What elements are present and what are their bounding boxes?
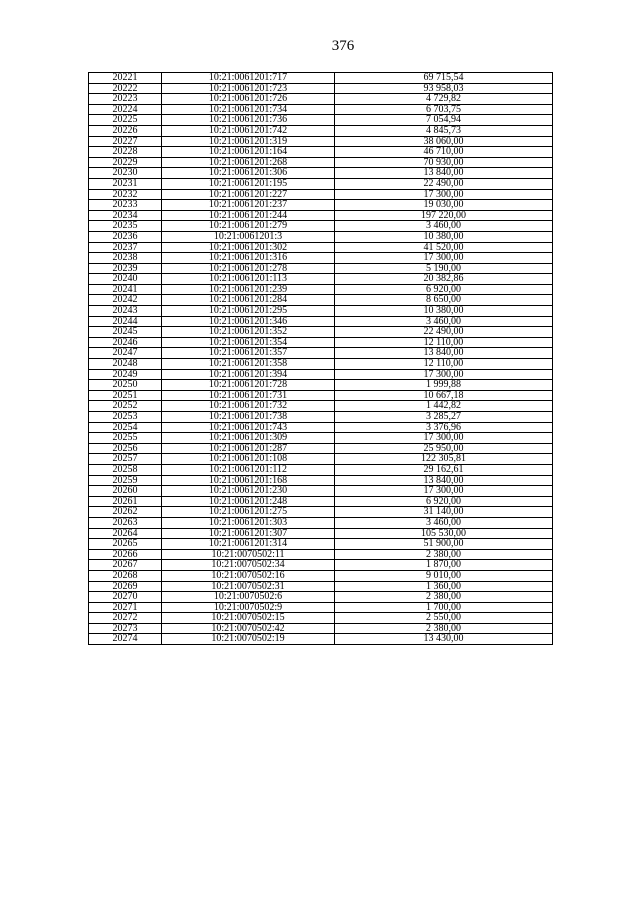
cadastral-value-cell: 3 460,00 [335, 517, 553, 528]
cadastral-value-cell: 17 300,00 [335, 189, 553, 200]
table-row [89, 337, 553, 348]
cadastral-number-cell: 10:21:0061201:352 [162, 327, 335, 338]
table-row [89, 464, 553, 475]
row-number-cell: 20234 [89, 210, 162, 221]
cadastral-value-cell: 2 380,00 [335, 549, 553, 560]
row-number-cell: 20233 [89, 200, 162, 211]
table-row [89, 147, 553, 158]
table-row [89, 486, 553, 497]
cadastral-number-cell: 10:21:0061201:354 [162, 337, 335, 348]
table-row [89, 517, 553, 528]
row-number-cell: 20249 [89, 369, 162, 380]
table-row [89, 306, 553, 317]
row-number-cell: 20253 [89, 412, 162, 423]
cadastral-value-cell: 3 460,00 [335, 316, 553, 327]
cadastral-value-cell: 10 667,18 [335, 390, 553, 401]
table-row [89, 274, 553, 285]
cadastral-number-cell: 10:21:0070502:34 [162, 560, 335, 571]
cadastral-value-cell: 13 840,00 [335, 168, 553, 179]
cadastral-number-cell: 10:21:0061201:732 [162, 401, 335, 412]
table-row [89, 359, 553, 370]
cadastral-number-cell: 10:21:0061201:306 [162, 168, 335, 179]
table-row [89, 401, 553, 412]
table-row [89, 390, 553, 401]
cadastral-value-cell: 3 460,00 [335, 221, 553, 232]
table-row [89, 284, 553, 295]
cadastral-number-cell: 10:21:0061201:723 [162, 83, 335, 94]
table-row [89, 136, 553, 147]
cadastral-value-cell: 22 490,00 [335, 327, 553, 338]
cadastral-number-cell: 10:21:0061201:742 [162, 125, 335, 136]
table-row [89, 83, 553, 94]
cadastral-number-cell: 10:21:0061201:346 [162, 316, 335, 327]
cadastral-number-cell: 10:21:0070502:6 [162, 592, 335, 603]
row-number-cell: 20269 [89, 581, 162, 592]
cadastral-number-cell: 10:21:0070502:11 [162, 549, 335, 560]
cadastral-value-cell: 3 376,96 [335, 422, 553, 433]
cadastral-number-cell: 10:21:0070502:15 [162, 613, 335, 624]
cadastral-number-cell: 10:21:0061201:284 [162, 295, 335, 306]
cadastral-value-cell: 20 382,86 [335, 274, 553, 285]
row-number-cell: 20243 [89, 306, 162, 317]
table-row [89, 73, 553, 84]
row-number-cell: 20224 [89, 104, 162, 115]
table-row [89, 380, 553, 391]
row-number-cell: 20261 [89, 496, 162, 507]
row-number-cell: 20257 [89, 454, 162, 465]
cadastral-value-cell: 8 650,00 [335, 295, 553, 306]
cadastral-value-cell: 1 442,82 [335, 401, 553, 412]
row-number-cell: 20252 [89, 401, 162, 412]
row-number-cell: 20223 [89, 94, 162, 105]
cadastral-value-cell: 19 030,00 [335, 200, 553, 211]
cadastral-value-cell: 25 950,00 [335, 443, 553, 454]
row-number-cell: 20266 [89, 549, 162, 560]
cadastral-value-cell: 41 520,00 [335, 242, 553, 253]
row-number-cell: 20231 [89, 178, 162, 189]
cadastral-number-cell: 10:21:0061201:736 [162, 115, 335, 126]
row-number-cell: 20262 [89, 507, 162, 518]
cadastral-value-cell: 6 703,75 [335, 104, 553, 115]
cadastral-value-cell: 17 300,00 [335, 253, 553, 264]
cadastral-number-cell: 10:21:0070502:19 [162, 634, 335, 645]
cadastral-number-cell: 10:21:0061201:728 [162, 380, 335, 391]
cadastral-value-cell: 197 220,00 [335, 210, 553, 221]
cadastral-number-cell: 10:21:0061201:717 [162, 73, 335, 84]
row-number-cell: 20226 [89, 125, 162, 136]
cadastral-number-cell: 10:21:0061201:358 [162, 359, 335, 370]
cadastral-number-cell: 10:21:0061201:295 [162, 306, 335, 317]
table-row [89, 327, 553, 338]
cadastral-number-cell: 10:21:0061201:244 [162, 210, 335, 221]
cadastral-value-cell: 1 870,00 [335, 560, 553, 571]
table-row [89, 104, 553, 115]
cadastral-value-cell: 4 729,82 [335, 94, 553, 105]
cadastral-value-cell: 13 840,00 [335, 475, 553, 486]
table-row [89, 189, 553, 200]
row-number-cell: 20230 [89, 168, 162, 179]
cadastral-value-cell: 5 190,00 [335, 263, 553, 274]
table-row [89, 94, 553, 105]
cadastral-number-cell: 10:21:0061201:279 [162, 221, 335, 232]
cadastral-number-cell: 10:21:0061201:303 [162, 517, 335, 528]
row-number-cell: 20248 [89, 359, 162, 370]
cadastral-number-cell: 10:21:0070502:16 [162, 570, 335, 581]
cadastral-number-cell: 10:21:0061201:309 [162, 433, 335, 444]
row-number-cell: 20267 [89, 560, 162, 571]
cadastral-number-cell: 10:21:0061201:108 [162, 454, 335, 465]
row-number-cell: 20250 [89, 380, 162, 391]
cadastral-number-cell: 10:21:0061201:164 [162, 147, 335, 158]
table-row [89, 253, 553, 264]
cadastral-number-cell: 10:21:0061201:239 [162, 284, 335, 295]
cadastral-number-cell: 10:21:0061201:195 [162, 178, 335, 189]
table-row [89, 475, 553, 486]
cadastral-number-cell: 10:21:0061201:227 [162, 189, 335, 200]
table-row [89, 528, 553, 539]
row-number-cell: 20263 [89, 517, 162, 528]
cadastral-number-cell: 10:21:0061201:734 [162, 104, 335, 115]
cadastral-number-cell: 10:21:0061201:168 [162, 475, 335, 486]
cadastral-value-cell: 2 380,00 [335, 592, 553, 603]
table-row [89, 221, 553, 232]
row-number-cell: 20244 [89, 316, 162, 327]
cadastral-value-cell: 105 530,00 [335, 528, 553, 539]
row-number-cell: 20270 [89, 592, 162, 603]
table-body [89, 73, 553, 645]
table-row [89, 507, 553, 518]
cadastral-value-cell: 46 710,00 [335, 147, 553, 158]
cadastral-number-cell: 10:21:0061201:237 [162, 200, 335, 211]
table-row [89, 623, 553, 634]
row-number-cell: 20255 [89, 433, 162, 444]
cadastral-value-cell: 70 930,00 [335, 157, 553, 168]
cadastral-value-cell: 13 430,00 [335, 634, 553, 645]
cadastral-value-cell: 4 845,73 [335, 125, 553, 136]
row-number-cell: 20274 [89, 634, 162, 645]
cadastral-value-cell: 17 300,00 [335, 369, 553, 380]
row-number-cell: 20225 [89, 115, 162, 126]
table-row [89, 634, 553, 645]
row-number-cell: 20221 [89, 73, 162, 84]
cadastral-value-cell: 1 360,00 [335, 581, 553, 592]
table-row [89, 168, 553, 179]
cadastral-number-cell: 10:21:0061201:314 [162, 539, 335, 550]
table-row [89, 496, 553, 507]
table-row [89, 581, 553, 592]
cadastral-number-cell: 10:21:0070502:31 [162, 581, 335, 592]
row-number-cell: 20239 [89, 263, 162, 274]
cadastral-value-cell: 17 300,00 [335, 486, 553, 497]
cadastral-value-cell: 51 900,00 [335, 539, 553, 550]
row-number-cell: 20258 [89, 464, 162, 475]
row-number-cell: 20246 [89, 337, 162, 348]
cadastral-value-cell: 93 958,03 [335, 83, 553, 94]
row-number-cell: 20268 [89, 570, 162, 581]
table-row [89, 412, 553, 423]
row-number-cell: 20227 [89, 136, 162, 147]
cadastral-number-cell: 10:21:0061201:287 [162, 443, 335, 454]
cadastral-value-cell: 22 490,00 [335, 178, 553, 189]
cadastral-number-cell: 10:21:0061201:357 [162, 348, 335, 359]
row-number-cell: 20251 [89, 390, 162, 401]
row-number-cell: 20265 [89, 539, 162, 550]
cadastral-value-cell: 10 380,00 [335, 231, 553, 242]
table-row [89, 570, 553, 581]
table-row [89, 200, 553, 211]
table-row [89, 443, 553, 454]
cadastral-value-cell: 10 380,00 [335, 306, 553, 317]
table-row [89, 178, 553, 189]
row-number-cell: 20241 [89, 284, 162, 295]
table-row [89, 433, 553, 444]
table-row [89, 295, 553, 306]
cadastral-number-cell: 10:21:0061201:230 [162, 486, 335, 497]
table-row [89, 210, 553, 221]
row-number-cell: 20236 [89, 231, 162, 242]
cadastral-value-table [88, 72, 553, 645]
row-number-cell: 20240 [89, 274, 162, 285]
table-row [89, 602, 553, 613]
cadastral-value-cell: 122 305,81 [335, 454, 553, 465]
row-number-cell: 20238 [89, 253, 162, 264]
cadastral-value-cell: 6 920,00 [335, 284, 553, 295]
cadastral-number-cell: 10:21:0061201:275 [162, 507, 335, 518]
cadastral-number-cell: 10:21:0061201:302 [162, 242, 335, 253]
row-number-cell: 20232 [89, 189, 162, 200]
table-row [89, 422, 553, 433]
table-row [89, 369, 553, 380]
cadastral-value-cell: 12 110,00 [335, 359, 553, 370]
cadastral-number-cell: 10:21:0061201:731 [162, 390, 335, 401]
row-number-cell: 20259 [89, 475, 162, 486]
table-row [89, 242, 553, 253]
row-number-cell: 20237 [89, 242, 162, 253]
row-number-cell: 20235 [89, 221, 162, 232]
cadastral-value-cell: 69 715,54 [335, 73, 553, 84]
row-number-cell: 20260 [89, 486, 162, 497]
table-row [89, 549, 553, 560]
row-number-cell: 20254 [89, 422, 162, 433]
cadastral-value-cell: 1 999,88 [335, 380, 553, 391]
table-row [89, 560, 553, 571]
row-number-cell: 20245 [89, 327, 162, 338]
cadastral-value-cell: 1 700,00 [335, 602, 553, 613]
cadastral-number-cell: 10:21:0061201:268 [162, 157, 335, 168]
page-number: 376 [331, 38, 355, 54]
row-number-cell: 20222 [89, 83, 162, 94]
table-row [89, 125, 553, 136]
cadastral-value-cell: 29 162,61 [335, 464, 553, 475]
row-number-cell: 20242 [89, 295, 162, 306]
row-number-cell: 20228 [89, 147, 162, 158]
cadastral-value-cell: 6 920,00 [335, 496, 553, 507]
cadastral-value-cell: 2 380,00 [335, 623, 553, 634]
cadastral-number-cell: 10:21:0061201:3 [162, 231, 335, 242]
cadastral-value-cell: 31 140,00 [335, 507, 553, 518]
table-row [89, 539, 553, 550]
cadastral-number-cell: 10:21:0061201:113 [162, 274, 335, 285]
cadastral-value-cell: 2 550,00 [335, 613, 553, 624]
cadastral-number-cell: 10:21:0061201:394 [162, 369, 335, 380]
cadastral-value-cell: 38 060,00 [335, 136, 553, 147]
table-row [89, 454, 553, 465]
table-row [89, 613, 553, 624]
cadastral-value-cell: 3 285,27 [335, 412, 553, 423]
row-number-cell: 20271 [89, 602, 162, 613]
cadastral-number-cell: 10:21:0061201:278 [162, 263, 335, 274]
table-row [89, 348, 553, 359]
cadastral-value-cell: 13 840,00 [335, 348, 553, 359]
cadastral-number-cell: 10:21:0061201:738 [162, 412, 335, 423]
cadastral-number-cell: 10:21:0061201:112 [162, 464, 335, 475]
table-row [89, 231, 553, 242]
row-number-cell: 20256 [89, 443, 162, 454]
row-number-cell: 20264 [89, 528, 162, 539]
cadastral-number-cell: 10:21:0061201:726 [162, 94, 335, 105]
row-number-cell: 20272 [89, 613, 162, 624]
table-row [89, 592, 553, 603]
cadastral-number-cell: 10:21:0070502:9 [162, 602, 335, 613]
cadastral-value-cell: 7 054,94 [335, 115, 553, 126]
cadastral-number-cell: 10:21:0061201:743 [162, 422, 335, 433]
table-row [89, 115, 553, 126]
table-row [89, 316, 553, 327]
cadastral-number-cell: 10:21:0061201:319 [162, 136, 335, 147]
cadastral-value-cell: 12 110,00 [335, 337, 553, 348]
cadastral-number-cell: 10:21:0061201:316 [162, 253, 335, 264]
table-row [89, 263, 553, 274]
cadastral-value-cell: 17 300,00 [335, 433, 553, 444]
cadastral-number-cell: 10:21:0061201:248 [162, 496, 335, 507]
cadastral-number-cell: 10:21:0070502:42 [162, 623, 335, 634]
table-row [89, 157, 553, 168]
row-number-cell: 20229 [89, 157, 162, 168]
cadastral-value-cell: 9 010,00 [335, 570, 553, 581]
row-number-cell: 20247 [89, 348, 162, 359]
row-number-cell: 20273 [89, 623, 162, 634]
cadastral-number-cell: 10:21:0061201:307 [162, 528, 335, 539]
